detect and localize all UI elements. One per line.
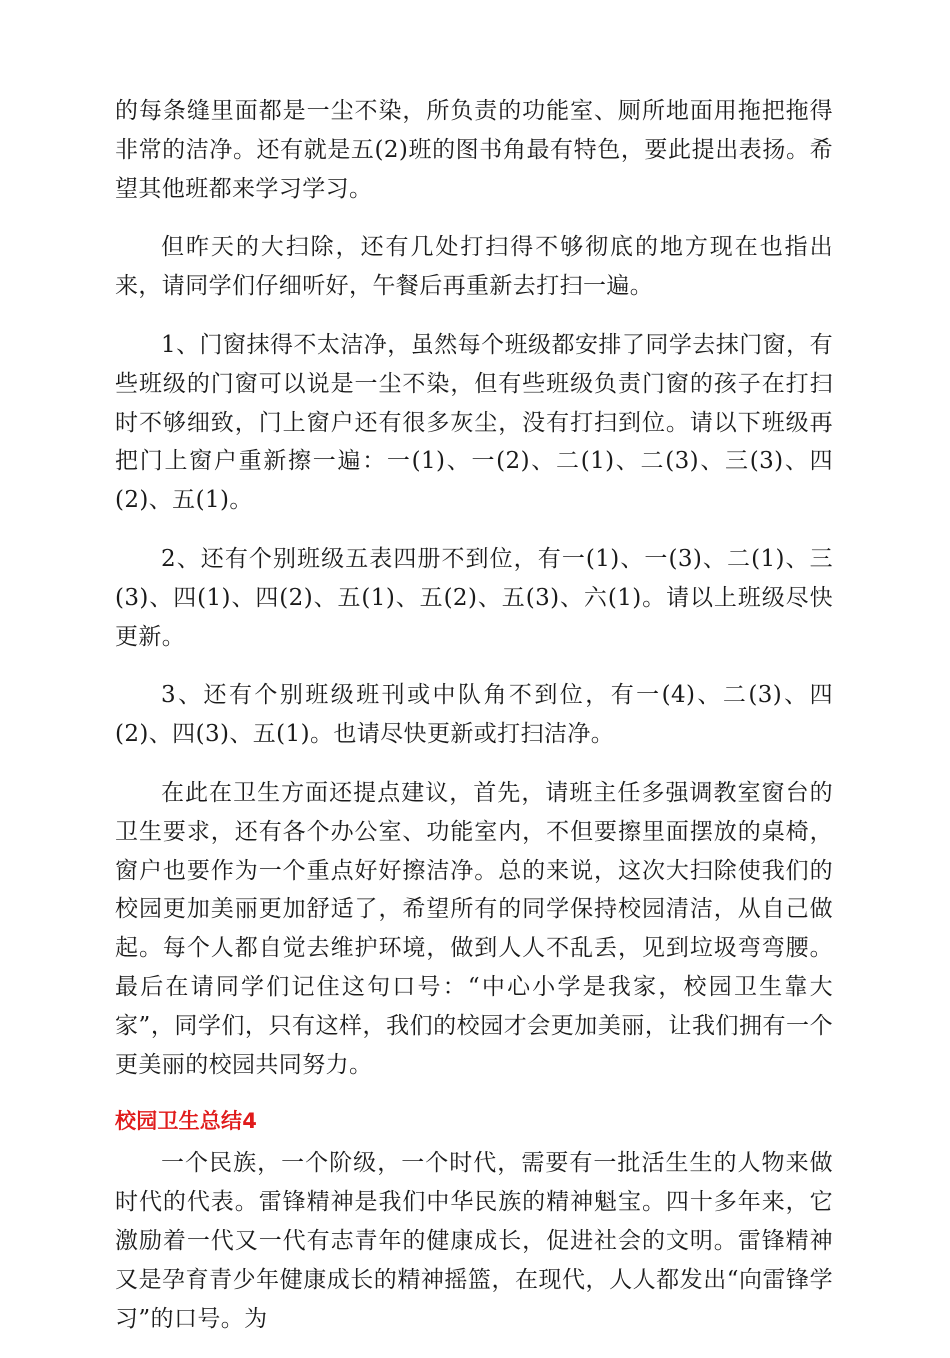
paragraph-7: 一个民族，一个阶级，一个时代，需要有一批活生生的人物来做时代的代表。雷锋精神是我们中华民族的精神魁宝。四十多年来，它激励着一代又一代有志青年的健康成长，促进社会的文明。雷锋精神又是孕育青少年健康成长的精神摇篮，在现代，人人都发出“向雷锋学习”的口号。为 (115, 1150, 833, 1332)
paragraph-6: 在此在卫生方面还提点建议，首先，请班主任多强调教室窗台的卫生要求，还有各个办公室、功能室内，不但要擦里面摆放的桌椅，窗户也要作为一个重点好好擦洁净。总的来说，这次大扫除使我们的校园更加美丽更加舒适了，希望所有的同学保持校园清洁，从自己做起。每个人都自觉去维护环境，做到人人不乱丢，见到垃圾弯弯腰。最后在请同学们记住这句口号：“中心小学是我家，校园卫生靠大家”，同学们，只有这样，我们的校园才会更加美丽，让我们拥有一个更美丽的校园共同努力。 (115, 779, 833, 1078)
paragraph-2: 但昨天的大扫除，还有几处打扫得不够彻底的地方现在也指出来，请同学们仔细听好，午餐后再重新去打扫一遍。 (115, 234, 833, 300)
paragraph-1: 的每条缝里面都是一尘不染，所负责的功能室、厕所地面用拖把拖得非常的洁净。还有就是五(2)班的图书角最有特色，要此提出表扬。希望其他班都来学习学习。 (115, 98, 833, 202)
paragraph-3: 1、门窗抹得不太洁净，虽然每个班级都安排了同学去抹门窗，有些班级的门窗可以说是一尘不染，但有些班级负责门窗的孩子在打扫时不够细致，门上窗户还有很多灰尘，没有打扫到位。请以下班级再把门上窗户重新擦一遍：一(1)、一(2)、二(1)、二(3)、三(3)、四(2)、五(1)。 (115, 331, 833, 514)
paragraph-5: 3、还有个别班级班刊或中队角不到位，有一(4)、二(3)、四(2)、四(3)、五(1)。也请尽快更新或打扫洁净。 (115, 682, 833, 748)
section-heading: 校园卫生总结4 (115, 1109, 258, 1134)
paragraph-4: 2、还有个别班级五表四册不到位，有一(1)、一(3)、二(1)、三(3)、四(1)、四(2)、五(1)、五(2)、五(3)、六(1)。请以上班级尽快更新。 (115, 545, 833, 650)
document-page (115, 92, 833, 1358)
